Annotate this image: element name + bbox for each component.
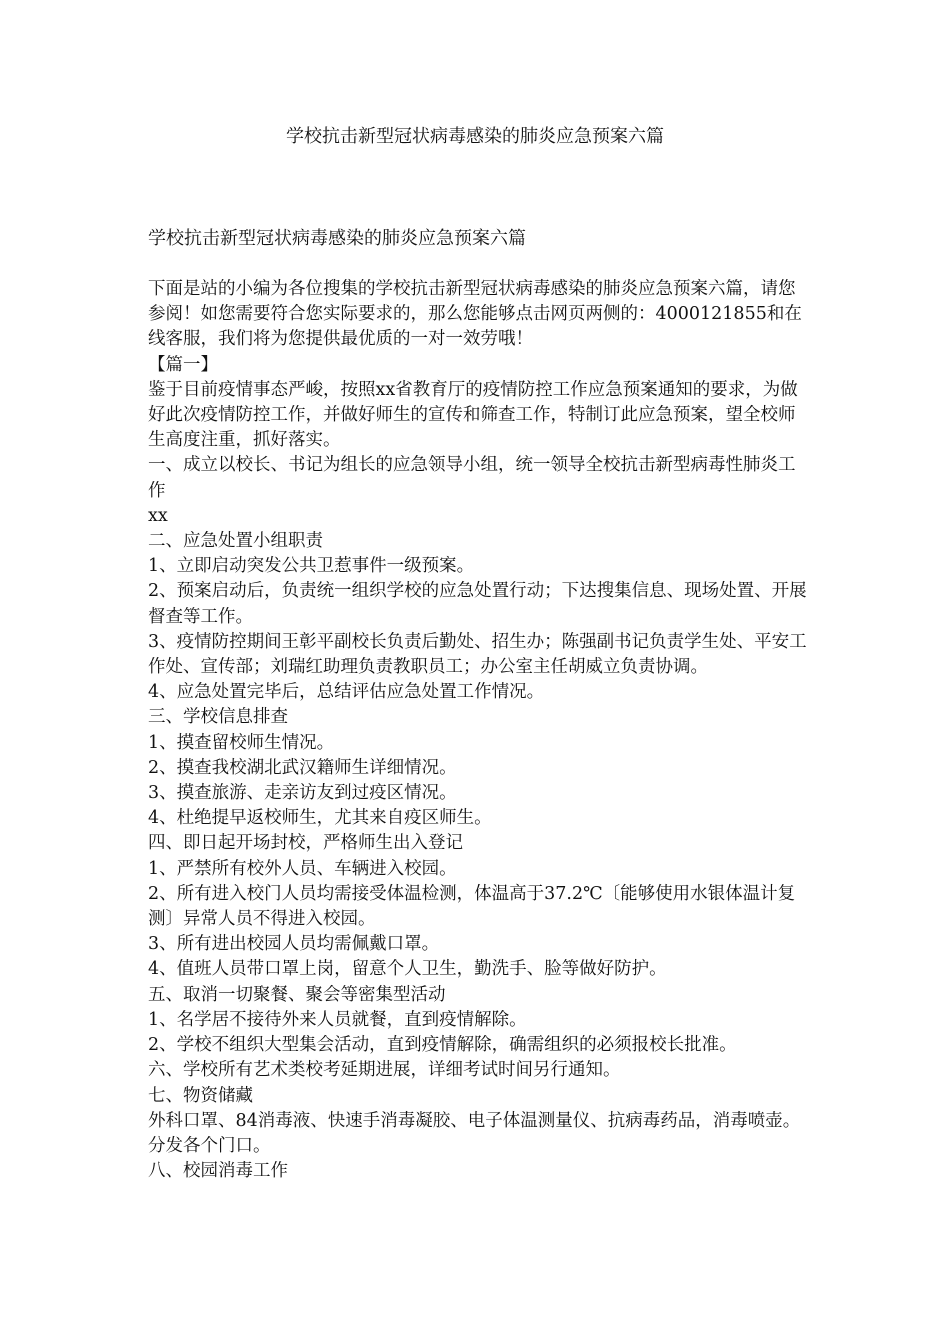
section-heading: 四、即日起开场封校，严格师生出入登记: [148, 833, 463, 854]
list-item: 4、杜绝提早返校师生，尤其来自疫区师生。: [148, 808, 492, 829]
list-item: 3、疫情防控期间王彰平副校长负责后勤处、招生办；陈强副书记负责学生处、平安工作处、宣传部；刘瑞红助理负责教职员工；办公室主任胡威立负责协调。: [148, 631, 807, 678]
list-item: 4、应急处置完毕后，总结评估应急处置工作情况。: [148, 682, 545, 703]
list-item: 1、摸查留校师生情况。: [148, 732, 335, 753]
page-title: 学校抗击新型冠状病毒感染的肺炎应急预案六篇: [286, 126, 664, 147]
list-item: 2、预案启动后，负责统一组织学校的应急处置行动；下达搜集信息、现场处置、开展督查等工作。: [148, 581, 807, 627]
list-item: 1、严禁所有校外人员、车辆进入校园。: [148, 858, 457, 879]
document-heading: 学校抗击新型冠状病毒感染的肺炎应急预案六篇: [148, 228, 526, 249]
intro-paragraph: 下面是站的小编为各位搜集的学校抗击新型冠状病毒感染的肺炎应急预案六篇，请您参阅！如您需要符合您实际要求的，那么您能够点击网页两侧的：4000121855和在线客服，我们将为您提供最优质的一对一效劳哦！: [148, 279, 802, 350]
list-item: 2、学校不组织大型集会活动，直到疫情解除，确需组织的必须报校长批准。: [148, 1035, 737, 1056]
section-heading: 五、取消一切聚餐、聚会等密集型活动: [148, 984, 446, 1005]
section-heading: 六、学校所有艺术类校考延期进展，详细考试时间另行通知。: [148, 1060, 621, 1081]
document-body: [148, 226, 808, 1184]
paragraph: xx: [148, 505, 168, 526]
list-item: 3、所有进出校园人员均需佩戴口罩。: [148, 934, 440, 955]
list-item: 1、名学居不接待外来人员就餐，直到疫情解除。: [148, 1009, 527, 1030]
list-item: 2、所有进入校门人员均需接受体温检测，体温高于37.2℃〔能够使用水银体温计复测〕异常人员不得进入校园。: [148, 883, 796, 930]
list-item: 4、值班人员带口罩上岗，留意个人卫生，勤洗手、脸等做好防护。: [148, 959, 667, 980]
section-heading: 二、应急处置小组职责: [148, 531, 323, 552]
section-label: 【篇一】: [148, 354, 218, 375]
list-item: 2、摸查我校湖北武汉籍师生详细情况。: [148, 757, 457, 778]
section-heading: 三、学校信息排查: [148, 707, 288, 728]
section-heading: 七、物资储藏: [148, 1085, 253, 1106]
section-heading: 八、校园消毒工作: [148, 1161, 288, 1182]
list-item: 3、摸查旅游、走亲访友到过疫区情况。: [148, 783, 457, 804]
section-heading: 一、成立以校长、书记为组长的应急领导小组，统一领导全校抗击新型病毒性肺炎工作: [148, 455, 796, 501]
paragraph: 外科口罩、84消毒液、快速手消毒凝胶、电子体温测量仪、抗病毒药品，消毒喷壶。分发各个门口。: [148, 1110, 801, 1156]
list-item: 1、立即启动突发公共卫惹事件一级预案。: [148, 556, 475, 577]
paragraph: 鉴于目前疫情事态严峻，按照xx省教育厅的疫情防控工作应急预案通知的要求，为做好此次疫情防控工作，并做好师生的宣传和筛查工作，特制订此应急预案，望全校师生高度注重，抓好落实。: [148, 379, 798, 451]
